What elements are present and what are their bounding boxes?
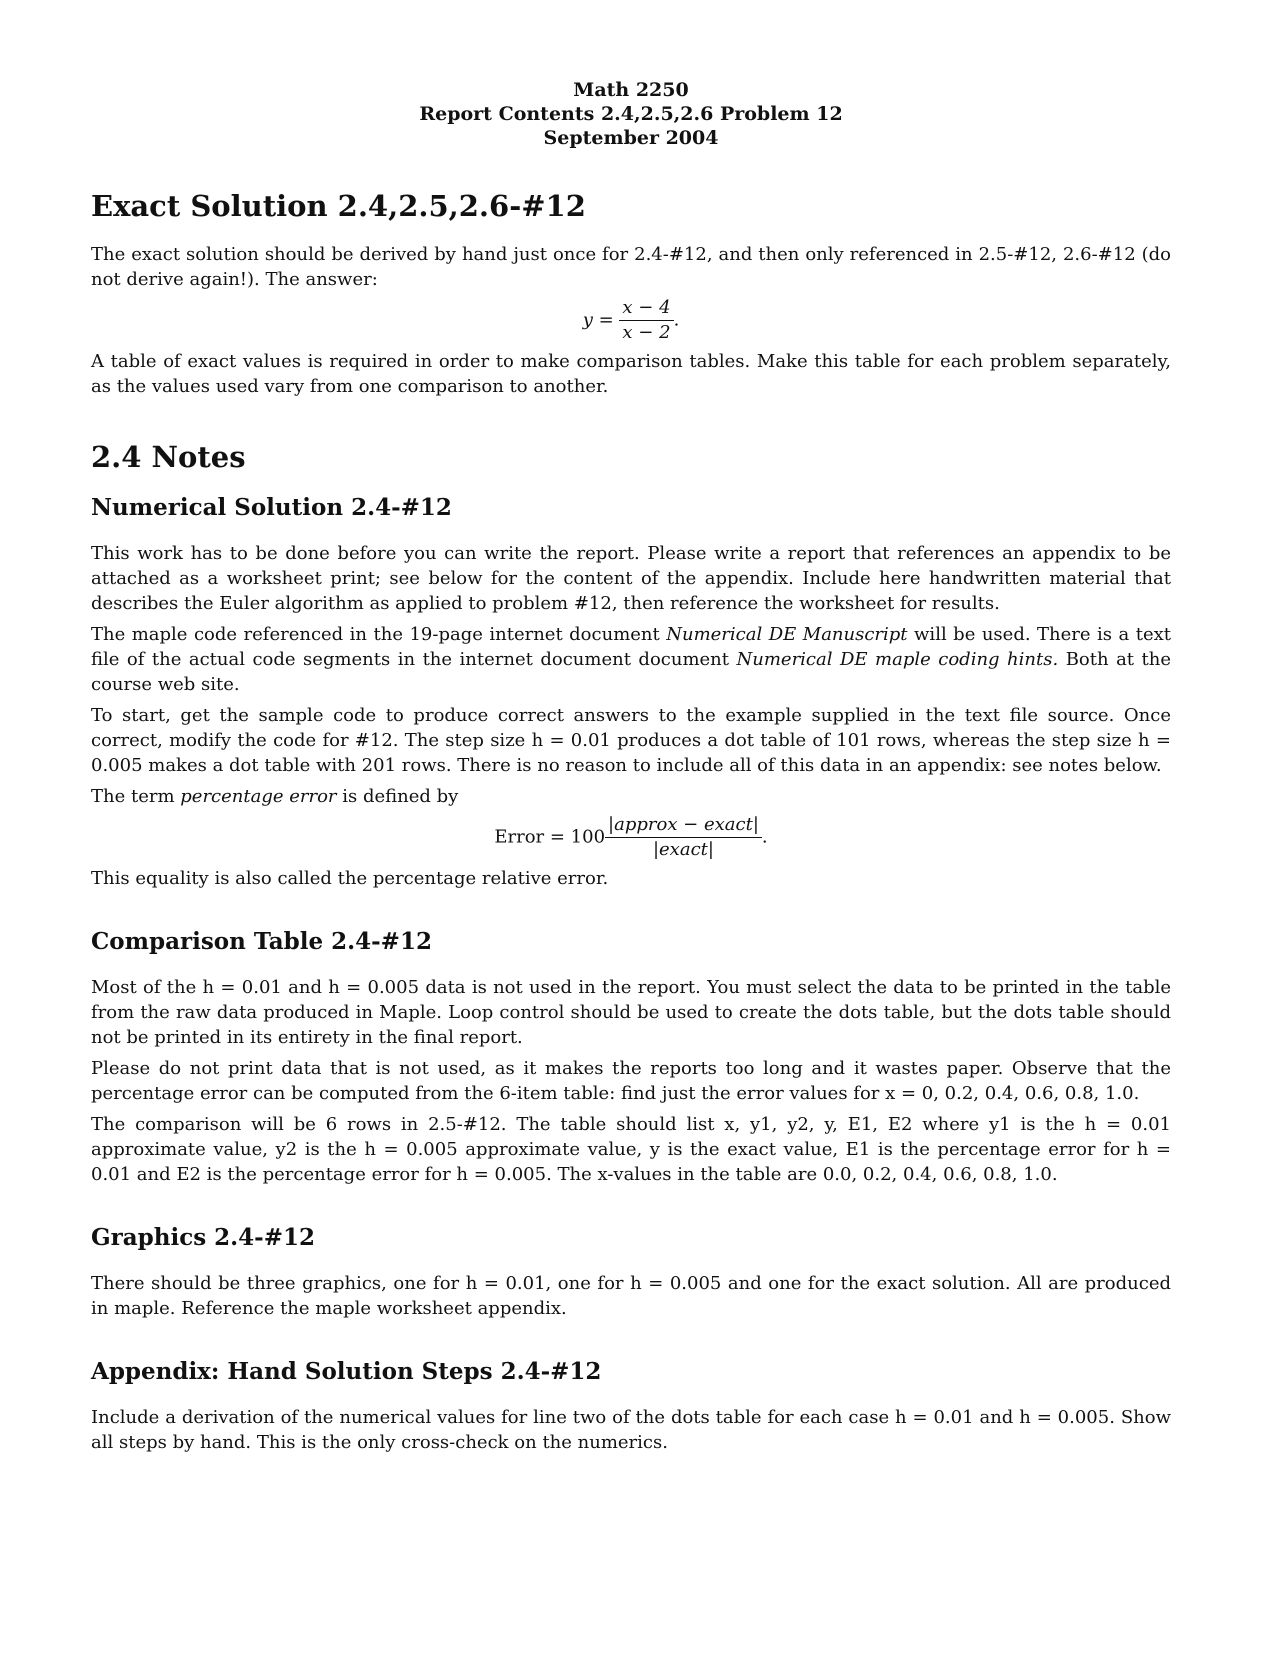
report-date: September 2004	[543, 127, 719, 149]
exact-solution-equation	[91, 296, 1171, 345]
exact-paragraph-1: The exact solution should be derived by hand just once for 2.4-#12, and then only referenced in 2.5-#12, 2.6-#12 (do not derive again!). The answer:	[91, 244, 1171, 290]
document-header	[91, 78, 1171, 150]
numerical-solution-heading: Numerical Solution 2.4-#12	[91, 494, 452, 521]
numerical-paragraph-4	[91, 784, 1171, 809]
error-equation	[91, 813, 1171, 862]
error-lhs: Error = 100	[494, 826, 606, 848]
equation-numerator: x − 4	[619, 296, 673, 321]
appendix-heading: Appendix: Hand Solution Steps 2.4-#12	[91, 1358, 602, 1385]
p2-text-c: will be used. There is a text file of the actual code segments in the internet document document	[91, 624, 1171, 670]
numerical-paragraph-2	[91, 622, 1171, 697]
numerical-paragraph-5: This equality is also called the percentage relative error.	[91, 868, 609, 889]
error-fraction	[605, 813, 762, 862]
comparison-paragraph-2: Please do not print data that is not used, as it makes the reports too long and it wastes paper. Observe that the percentage error can be computed from the 6-item table: find just the error values for x = 0, 0.2, 0.4, 0.6, 0.8, 1.0.	[91, 1058, 1171, 1104]
appendix-paragraph: Include a derivation of the numerical values for line two of the dots table for each case h = 0.01 and h = 0.005. Show all steps by hand. This is the only cross-check on the numerics.	[91, 1407, 1171, 1453]
comparison-paragraph-3: The comparison will be 6 rows in 2.5-#12. The table should list x, y1, y2, y, E1, E2 where y1 is the h = 0.01 approximate value, y2 is the h = 0.005 approximate value, y is the exact value, E1 is the percentage error for h = 0.01 and E2 is the percentage error for h = 0.005. The x-values in the table are 0.0, 0.2, 0.4, 0.6, 0.8, 1.0.	[91, 1114, 1171, 1185]
p2-text-e: Both at the course web site.	[91, 649, 1172, 695]
graphics-heading: Graphics 2.4-#12	[91, 1224, 316, 1251]
error-period: .	[761, 826, 768, 848]
notes-heading: 2.4 Notes	[91, 440, 246, 474]
graphics-paragraph: There should be three graphics, one for h = 0.01, one for h = 0.005 and one for the exact solution. All are produced in maple. Reference the maple worksheet appendix.	[91, 1273, 1171, 1319]
numerical-paragraph-3: To start, get the sample code to produce correct answers to the example supplied in the text file source. Once correct, modify the code for #12. The step size h = 0.01 produces a dot table of 101 rows, whereas the step size h = 0.005 makes a dot table with 201 rows. There is no reason to include all of this data in an appendix: see notes below.	[91, 705, 1171, 776]
equation-denominator: x − 2	[622, 322, 671, 343]
course-title: Math 2250	[573, 79, 689, 101]
comparison-table-heading: Comparison Table 2.4-#12	[91, 928, 432, 955]
equation-lhs: y =	[582, 309, 614, 331]
numerical-paragraph-1: This work has to be done before you can write the report. Please write a report that references an appendix to be attached as a worksheet print; see below for the content of the appendix. Include here handwritten material that describes the Euler algorithm as applied to problem #12, then reference the worksheet for results.	[91, 543, 1171, 614]
error-numerator: |approx − exact|	[605, 813, 762, 838]
exact-paragraph-2: A table of exact values is required in order to make comparison tables. Make this table for each problem separately, as the values used vary from one comparison to another.	[91, 351, 1171, 397]
comparison-paragraph-1: Most of the h = 0.01 and h = 0.005 data is not used in the report. You must select the data to be printed in the table from the raw data produced in Maple. Loop control should be used to create the dots table, but the dots table should not be printed in its entirety in the final report.	[91, 977, 1171, 1048]
equation-fraction	[619, 296, 673, 345]
p4-text-c: is defined by	[336, 786, 459, 807]
equation-period: .	[673, 309, 680, 331]
report-title: Report Contents 2.4,2.5,2.6 Problem 12	[419, 103, 843, 125]
percentage-error-term: percentage error	[180, 786, 337, 807]
p4-text-a: The term	[91, 786, 181, 807]
p2-text-a: The maple code referenced in the 19-page internet document	[91, 624, 667, 645]
document-page	[91, 78, 1171, 1455]
coding-hints-title: Numerical DE maple coding hints.	[736, 649, 1059, 670]
error-denominator: |exact|	[652, 839, 714, 860]
exact-solution-heading: Exact Solution 2.4,2.5,2.6-#12	[91, 189, 586, 223]
manuscript-title: Numerical DE Manuscript	[666, 624, 908, 645]
